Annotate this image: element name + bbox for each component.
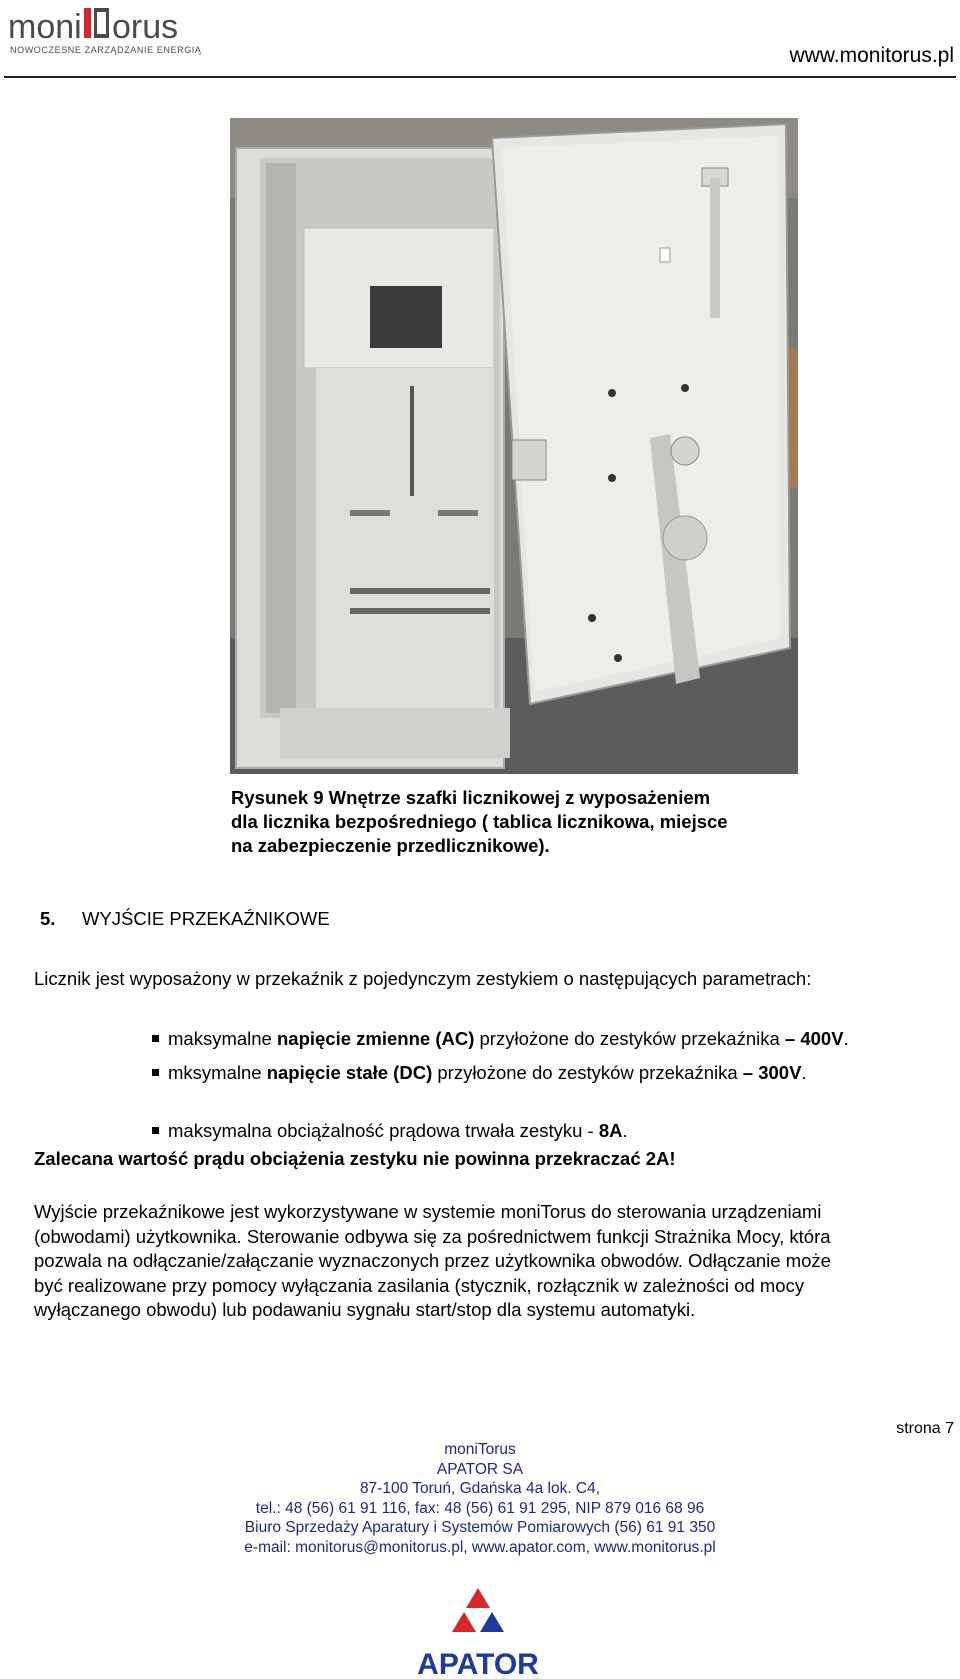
paragraph-line: Wyjście przekaźnikowe jest wykorzystywane w systemie moniTorus do sterowania urządzeniami — [34, 1201, 822, 1222]
bullet-text: maksymalna obciążalność prądowa trwała zestyku - — [168, 1120, 599, 1141]
bullet-value: 8A — [598, 1120, 623, 1141]
meter-cabinet-photo — [230, 118, 798, 774]
footer-line: 87-100 Toruń, Gdańska 4a lok. C4, — [359, 1480, 601, 1497]
header-url[interactable]: www.monitorus.pl — [789, 44, 954, 67]
caption-line: na zabezpieczenie przedlicznikowe). — [231, 835, 550, 856]
list-item — [152, 1028, 849, 1050]
section-heading — [40, 908, 330, 930]
bullet-text: mksymalne — [168, 1062, 267, 1083]
bullet-square-icon — [152, 1035, 159, 1042]
bullet-bold: napięcie zmienne (AC) — [276, 1028, 475, 1049]
bullet-square-icon — [152, 1127, 159, 1134]
bullet-text: . — [622, 1120, 628, 1141]
footer-address — [0, 1440, 960, 1557]
bullet-square-icon — [152, 1069, 159, 1076]
paragraph-line: (obwodami) użytkownika. Sterowanie odbywa się za pośrednictwem funkcji Strażnika Mocy, która — [34, 1225, 831, 1247]
caption-line: Rysunek 9 Wnętrze szafki licznikowej z wyposażeniem — [231, 787, 711, 808]
bullet-text: przyłożone do zestyków przekaźnika — [432, 1062, 743, 1083]
section-number: 5. — [40, 908, 56, 929]
list-item — [152, 1062, 807, 1084]
bullet-value: – 400V — [784, 1028, 844, 1049]
svg-text:orus: orus — [112, 8, 179, 46]
bullet-text: maksymalne — [168, 1028, 277, 1049]
bullet-value: – 300V — [742, 1062, 802, 1083]
svg-text:NOWOCZESNE ZARZĄDZANIE ENERGIĄ: NOWOCZESNE ZARZĄDZANIE ENERGIĄ — [10, 45, 202, 55]
figure-caption — [231, 786, 831, 858]
list-item — [152, 1120, 628, 1142]
footer-line: APATOR SA — [436, 1460, 524, 1478]
footer-line: tel.: 48 (56) 61 91 116, fax: 48 (56) 61 91 295, NIP 879 016 68 96 — [255, 1499, 705, 1517]
footer-contact[interactable]: e-mail: monitorus@monitorus.pl, www.apator.com, www.monitorus.pl — [244, 1538, 716, 1556]
header-divider — [4, 76, 956, 78]
warning-text: Zalecana wartość prądu obciążenia zestyku nie powinna przekraczać 2A! — [34, 1148, 676, 1169]
paragraph-line: być realizowane przy pomocy wyłączania zasilania (stycznik, rozłącznik w zależności od mocy — [34, 1274, 805, 1296]
bullet-bold: napięcie stałe (DC) — [266, 1062, 433, 1083]
bullet-text: . — [843, 1028, 849, 1049]
paragraph-line: pozwala na odłączanie/załączanie wyznaczonych przez użytkownika obwodów. Odłączanie może — [34, 1250, 831, 1271]
svg-text:moni: moni — [8, 8, 82, 46]
bullet-text: przyłożone do zestyków przekaźnika — [474, 1028, 785, 1049]
footer-line: Biuro Sprzedaży Aparatury i Systemów Pomiarowych (56) 61 91 350 — [244, 1519, 716, 1536]
footer-line: moniTorus — [444, 1441, 516, 1458]
section-title: WYJŚCIE PRZEKAŹNIKOWE — [82, 908, 330, 929]
page-number: strona 7 — [896, 1420, 954, 1437]
svg-text:APATOR: APATOR — [417, 1648, 539, 1679]
paragraph-line: wyłączanego obwodu) lub podawaniu sygnału start/stop dla systemu automatyki. — [34, 1299, 696, 1320]
monitorus-logo — [8, 4, 218, 58]
intro-text: Licznik jest wyposażony w przekaźnik z pojedynczym zestykiem o następujących parametrach: — [34, 968, 812, 989]
apator-logo — [388, 1586, 568, 1679]
body-paragraph — [34, 1200, 954, 1323]
bullet-text: . — [801, 1062, 807, 1083]
caption-line: dla licznika bezpośredniego ( tablica licznikowa, miejsce — [231, 811, 728, 832]
